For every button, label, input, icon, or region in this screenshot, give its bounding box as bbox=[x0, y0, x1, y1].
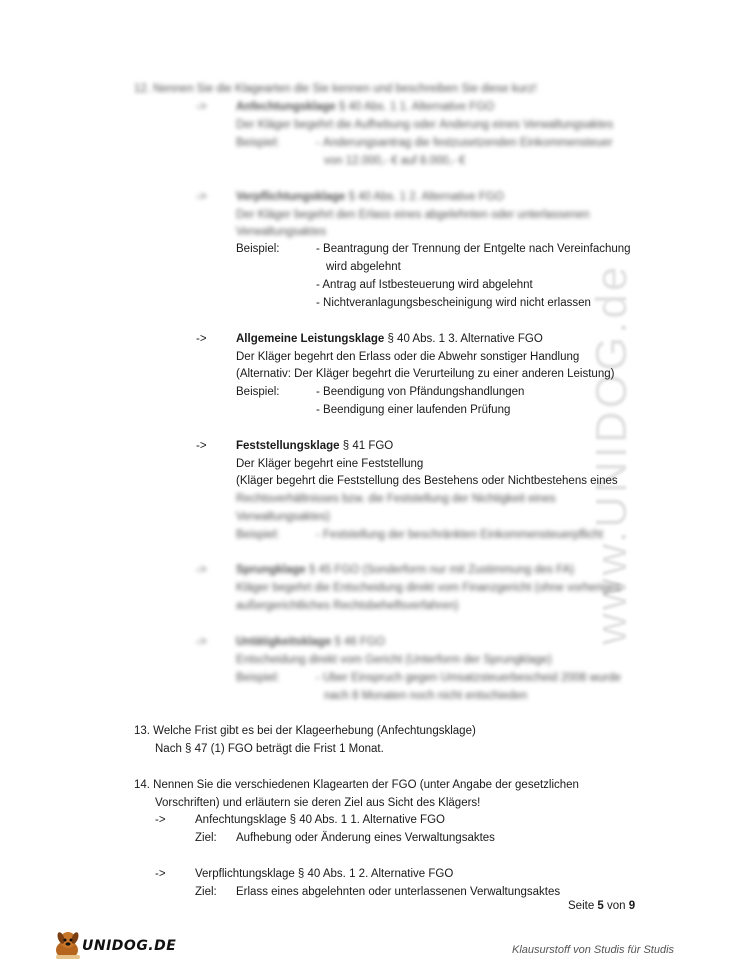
question-12: 12. Nennen Sie die Klagearten die Sie kennen und beschreiben Sie diese kurz! bbox=[134, 83, 537, 95]
example-label: Beispiel: bbox=[236, 529, 280, 541]
feststellungsklage-heading: Feststellungsklage § 41 FGO bbox=[236, 440, 394, 452]
question-13: 13. Welche Frist gibt es bei der Klageerhebung (Anfechtungsklage) bbox=[134, 725, 476, 737]
untaetigkeitsklage-heading: Untätigkeitsklage § 46 FGO bbox=[236, 636, 385, 648]
arrow: -> bbox=[155, 814, 166, 826]
page-number: Seite 5 von 9 bbox=[568, 900, 636, 912]
example-label: Beispiel: bbox=[236, 137, 280, 149]
example-label: Beispiel: bbox=[236, 243, 280, 255]
ziel-label: Ziel: bbox=[195, 886, 217, 898]
verpflichtungsklage-description: Der Kläger begehrt den Erlass eines abgelehnten oder unterlassenen bbox=[236, 209, 590, 221]
klageart-item: Verpflichtungsklage § 40 Abs. 1 2. Alternative FGO bbox=[195, 868, 454, 880]
example-item: - Beendigung von Pfändungshandlungen bbox=[316, 386, 525, 398]
example-label: Beispiel: bbox=[236, 386, 280, 398]
example-item: - Nichtveranlagungsbescheinigung wird nicht erlassen bbox=[316, 297, 591, 309]
anfechtungsklage-description: Der Kläger begehrt die Aufhebung oder Änderung eines Verwaltungsaktes bbox=[236, 119, 614, 131]
question-14: Vorschriften) und erläutern sie deren Ziel aus Sicht des Klägers! bbox=[155, 797, 481, 809]
example-item: - Feststellung der beschränkten Einkommensteuerpflicht bbox=[316, 529, 604, 541]
feststellungsklage-description: (Kläger begehrt die Feststellung des Bestehens oder Nichtbestehens eines bbox=[236, 475, 618, 487]
verpflichtungsklage-heading: Verpflichtungsklage § 40 Abs. 1 2. Alternative FGO bbox=[236, 191, 504, 203]
example-item: wird abgelehnt bbox=[326, 261, 401, 273]
example-item: nach 8 Monaten noch nicht entschieden bbox=[324, 690, 528, 702]
feststellungsklage-description: Der Kläger begehrt eine Feststellung bbox=[236, 458, 424, 470]
example-item: von 12.000,- € auf 8.000,- € bbox=[324, 155, 466, 167]
example-item: - Beendigung einer laufenden Prüfung bbox=[316, 404, 511, 416]
feststellungsklage-description: Rechtsverhältnisses bzw. die Feststellung der Nichtigkeit eines bbox=[236, 493, 556, 505]
ziel-text: Erlass eines abgelehnten oder unterlassenen Verwaltungsaktes bbox=[236, 886, 561, 898]
dog-icon bbox=[52, 928, 84, 962]
leistungsklage-heading: Allgemeine Leistungsklage § 40 Abs. 1 3. Alternative FGO bbox=[236, 333, 543, 345]
klageart-item: Anfechtungsklage § 40 Abs. 1 1. Alternative FGO bbox=[195, 814, 445, 826]
sprungklage-description: außergerichtliches Rechtsbehelfsverfahren) bbox=[236, 600, 459, 612]
verpflichtungsklage-description: Verwaltungsaktes bbox=[236, 226, 327, 238]
example-item: - Antrag auf Istbesteuerung wird abgelehnt bbox=[316, 279, 533, 291]
example-item: - Änderungsantrag die festzusetzenden Einkommensteuer bbox=[316, 137, 613, 149]
arrow: -> bbox=[196, 564, 207, 576]
arrow: -> bbox=[196, 636, 207, 648]
logo-text: UNIDOG.DE bbox=[82, 938, 177, 954]
watermark-text: www.UNIDOG.de bbox=[587, 263, 636, 645]
ziel-text: Aufhebung oder Änderung eines Verwaltungsaktes bbox=[236, 832, 495, 844]
leistungsklage-description: Der Kläger begehrt den Erlass oder die Abwehr sonstiger Handlung bbox=[236, 351, 580, 363]
feststellungsklage-description: Verwaltungsaktes) bbox=[236, 511, 330, 523]
question-14: 14. Nennen Sie die verschiedenen Klagearten der FGO (unter Angabe der gesetzlichen bbox=[134, 779, 579, 791]
answer-13: Nach § 47 (1) FGO beträgt die Frist 1 Monat. bbox=[155, 743, 384, 755]
example-label: Beispiel: bbox=[236, 672, 280, 684]
sprungklage-heading: Sprungklage § 45 FGO (Sonderform nur mit Zustimmung des FA) bbox=[236, 564, 575, 576]
anfechtungsklage-heading: Anfechtungsklage § 40 Abs. 1 1. Alternative FGO bbox=[236, 101, 495, 113]
arrow: -> bbox=[196, 333, 207, 345]
arrow: -> bbox=[155, 868, 166, 880]
arrow: -> bbox=[196, 101, 207, 113]
example-item: - Über Einspruch gegen Umsatzsteuerbescheid 2008 wurde bbox=[316, 672, 621, 684]
arrow: -> bbox=[196, 440, 207, 452]
leistungsklage-description: (Alternativ: Der Kläger begehrt die Verurteilung zu einer anderen Leistung) bbox=[236, 368, 615, 380]
footer-tagline: Klausurstoff von Studis für Studis bbox=[512, 944, 675, 956]
ziel-label: Ziel: bbox=[195, 832, 217, 844]
sprungklage-description: Kläger begehrt die Entscheidung direkt vom Finanzgericht (ohne vorheriges bbox=[236, 582, 621, 594]
arrow: -> bbox=[196, 191, 207, 203]
example-item: - Beantragung der Trennung der Entgelte nach Vereinfachung bbox=[316, 243, 631, 255]
untaetigkeitsklage-description: Entscheidung direkt vom Gericht (Unterform der Sprungklage) bbox=[236, 654, 552, 666]
unidog-logo bbox=[52, 928, 177, 962]
